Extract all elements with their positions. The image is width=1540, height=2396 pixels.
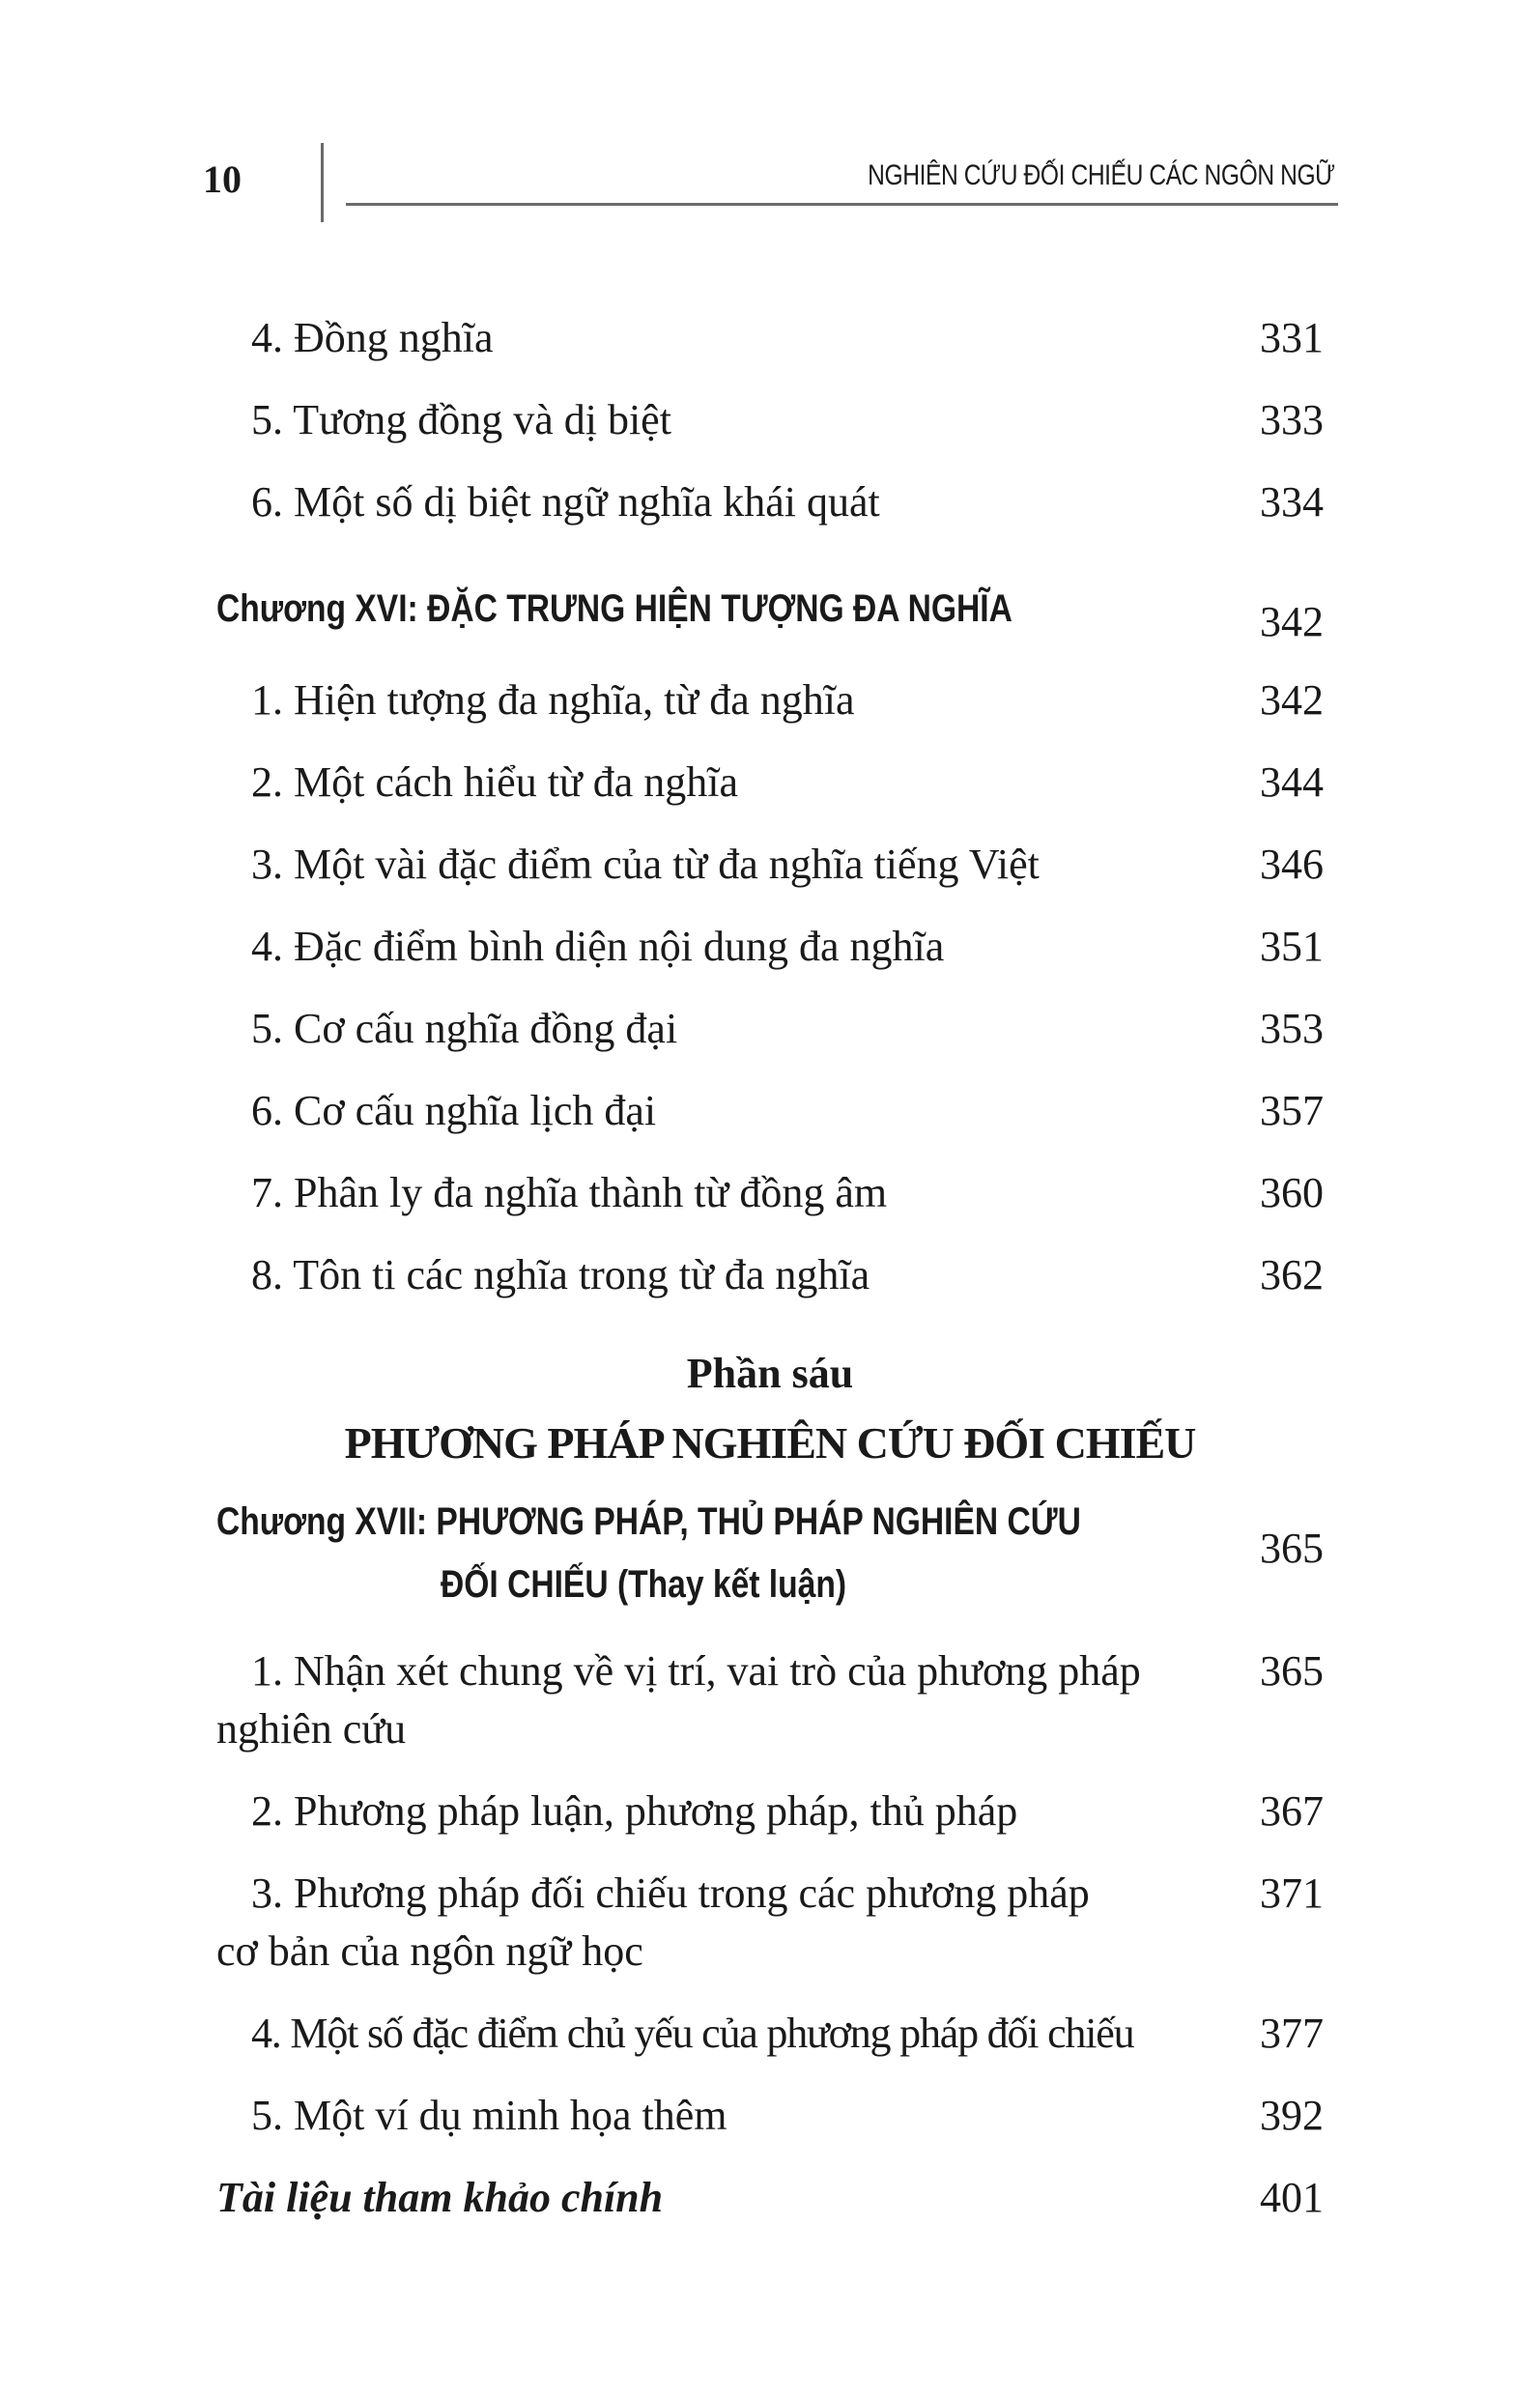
toc-entry-continued [0, 1923, 1540, 1981]
toc-entry-page: 331 [1260, 314, 1324, 361]
part-heading: Phần sáu [686, 1350, 854, 1397]
toc-entry-page: 367 [1260, 1787, 1324, 1835]
toc-entry-page: 365 [1260, 1647, 1324, 1695]
toc-entry-label: 3. Phương pháp đối chiếu trong các phương pháp [251, 1869, 1090, 1917]
toc-entry-label: 5. Cơ cấu nghĩa đồng đại [251, 1005, 678, 1052]
toc-entry-page: 357 [1260, 1087, 1324, 1134]
chapter-heading [0, 580, 1540, 645]
toc-entry-page: 353 [1260, 1005, 1324, 1052]
chapter-page: 365 [1260, 1525, 1324, 1572]
toc-entry [0, 1164, 1540, 1222]
toc-entry-label: 5. Tương đồng và dị biệt [251, 396, 671, 443]
header-horizontal-rule [346, 203, 1338, 206]
chapter-heading-continued [0, 1555, 1540, 1613]
chapter-title-line2: ĐỐI CHIẾU (Thay kết luận) [441, 1563, 847, 1606]
toc-entry-page: 334 [1260, 478, 1324, 526]
toc-entry-label: 5. Một ví dụ minh họa thêm [251, 2092, 727, 2139]
toc-entry-page: 351 [1260, 923, 1324, 970]
header-vertical-rule [321, 143, 324, 222]
toc-entry [0, 918, 1540, 976]
running-title: NGHIÊN CỨU ĐỐI CHIẾU CÁC NGÔN NGỮ [868, 159, 1335, 191]
chapter-title: Chương XVI: ĐẶC TRƯNG HIỆN TƯỢNG ĐA NGHĨA [216, 587, 1012, 630]
toc-entry-page: 377 [1260, 2010, 1324, 2057]
toc-entry [0, 836, 1540, 894]
references-page: 401 [1260, 2174, 1324, 2221]
toc-entry [0, 1783, 1540, 1840]
toc-entry-continued [0, 1700, 1540, 1758]
toc-entry-label-line2: cơ bản của ngôn ngữ học [216, 1927, 643, 1975]
toc-entry [0, 309, 1540, 367]
toc-entry-label: 7. Phân ly đa nghĩa thành từ đồng âm [251, 1169, 888, 1216]
toc-entry [0, 2087, 1540, 2145]
toc-entry [0, 1000, 1540, 1058]
toc-entry-label: 4. Một số đặc điểm chủ yếu của phương pháp đối chiếu [251, 2010, 1134, 2057]
toc-entry-label-line2: nghiên cứu [216, 1705, 407, 1753]
toc-entry-page: 371 [1260, 1869, 1324, 1917]
toc-entry-label: 2. Phương pháp luận, phương pháp, thủ pháp [251, 1787, 1018, 1835]
chapter-page: 342 [1260, 598, 1324, 645]
toc-entry-page: 333 [1260, 396, 1324, 443]
toc-entry-label: 1. Nhận xét chung về vị trí, vai trò của phương pháp [251, 1647, 1141, 1695]
toc-entry [0, 473, 1540, 531]
toc-entry-label: 6. Cơ cấu nghĩa lịch đại [251, 1087, 657, 1134]
toc-entry-page: 360 [1260, 1169, 1324, 1216]
toc-entry [0, 1246, 1540, 1304]
toc-entry [0, 671, 1540, 729]
toc-entry [0, 754, 1540, 812]
toc-entry [0, 1642, 1540, 1700]
toc-entry-label: 2. Một cách hiểu từ đa nghĩa [251, 758, 739, 806]
toc-entry [0, 2005, 1540, 2063]
toc-entry [0, 1865, 1540, 1923]
chapter-title: Chương XVII: PHƯƠNG PHÁP, THỦ PHÁP NGHIÊN CỨU [216, 1500, 1081, 1543]
toc-entry-page: 344 [1260, 758, 1324, 806]
references-label: Tài liệu tham khảo chính [216, 2174, 664, 2221]
toc-entry-label: 8. Tôn ti các nghĩa trong từ đa nghĩa [251, 1251, 870, 1298]
toc-entry-label: 4. Đồng nghĩa [251, 314, 494, 361]
toc-entry-label: 4. Đặc điểm bình diện nội dung đa nghĩa [251, 923, 945, 970]
toc-entry [0, 1082, 1540, 1140]
toc-entry-page: 392 [1260, 2092, 1324, 2139]
toc-entry-label: 3. Một vài đặc điểm của từ đa nghĩa tiếng Việt [251, 841, 1040, 888]
references-entry [0, 2169, 1540, 2227]
toc-entry-label: 1. Hiện tượng đa nghĩa, từ đa nghĩa [251, 676, 855, 724]
toc-entry-label: 6. Một số dị biệt ngữ nghĩa khái quát [251, 478, 880, 526]
chapter-heading [0, 1493, 1540, 1572]
toc-entry-page: 346 [1260, 841, 1324, 888]
page-number: 10 [203, 157, 242, 201]
toc-entry-page: 362 [1260, 1251, 1324, 1298]
part-title: PHƯƠNG PHÁP NGHIÊN CỨU ĐỐI CHIẾU [344, 1418, 1196, 1468]
toc-entry [0, 391, 1540, 449]
toc-entry-page: 342 [1260, 676, 1324, 724]
